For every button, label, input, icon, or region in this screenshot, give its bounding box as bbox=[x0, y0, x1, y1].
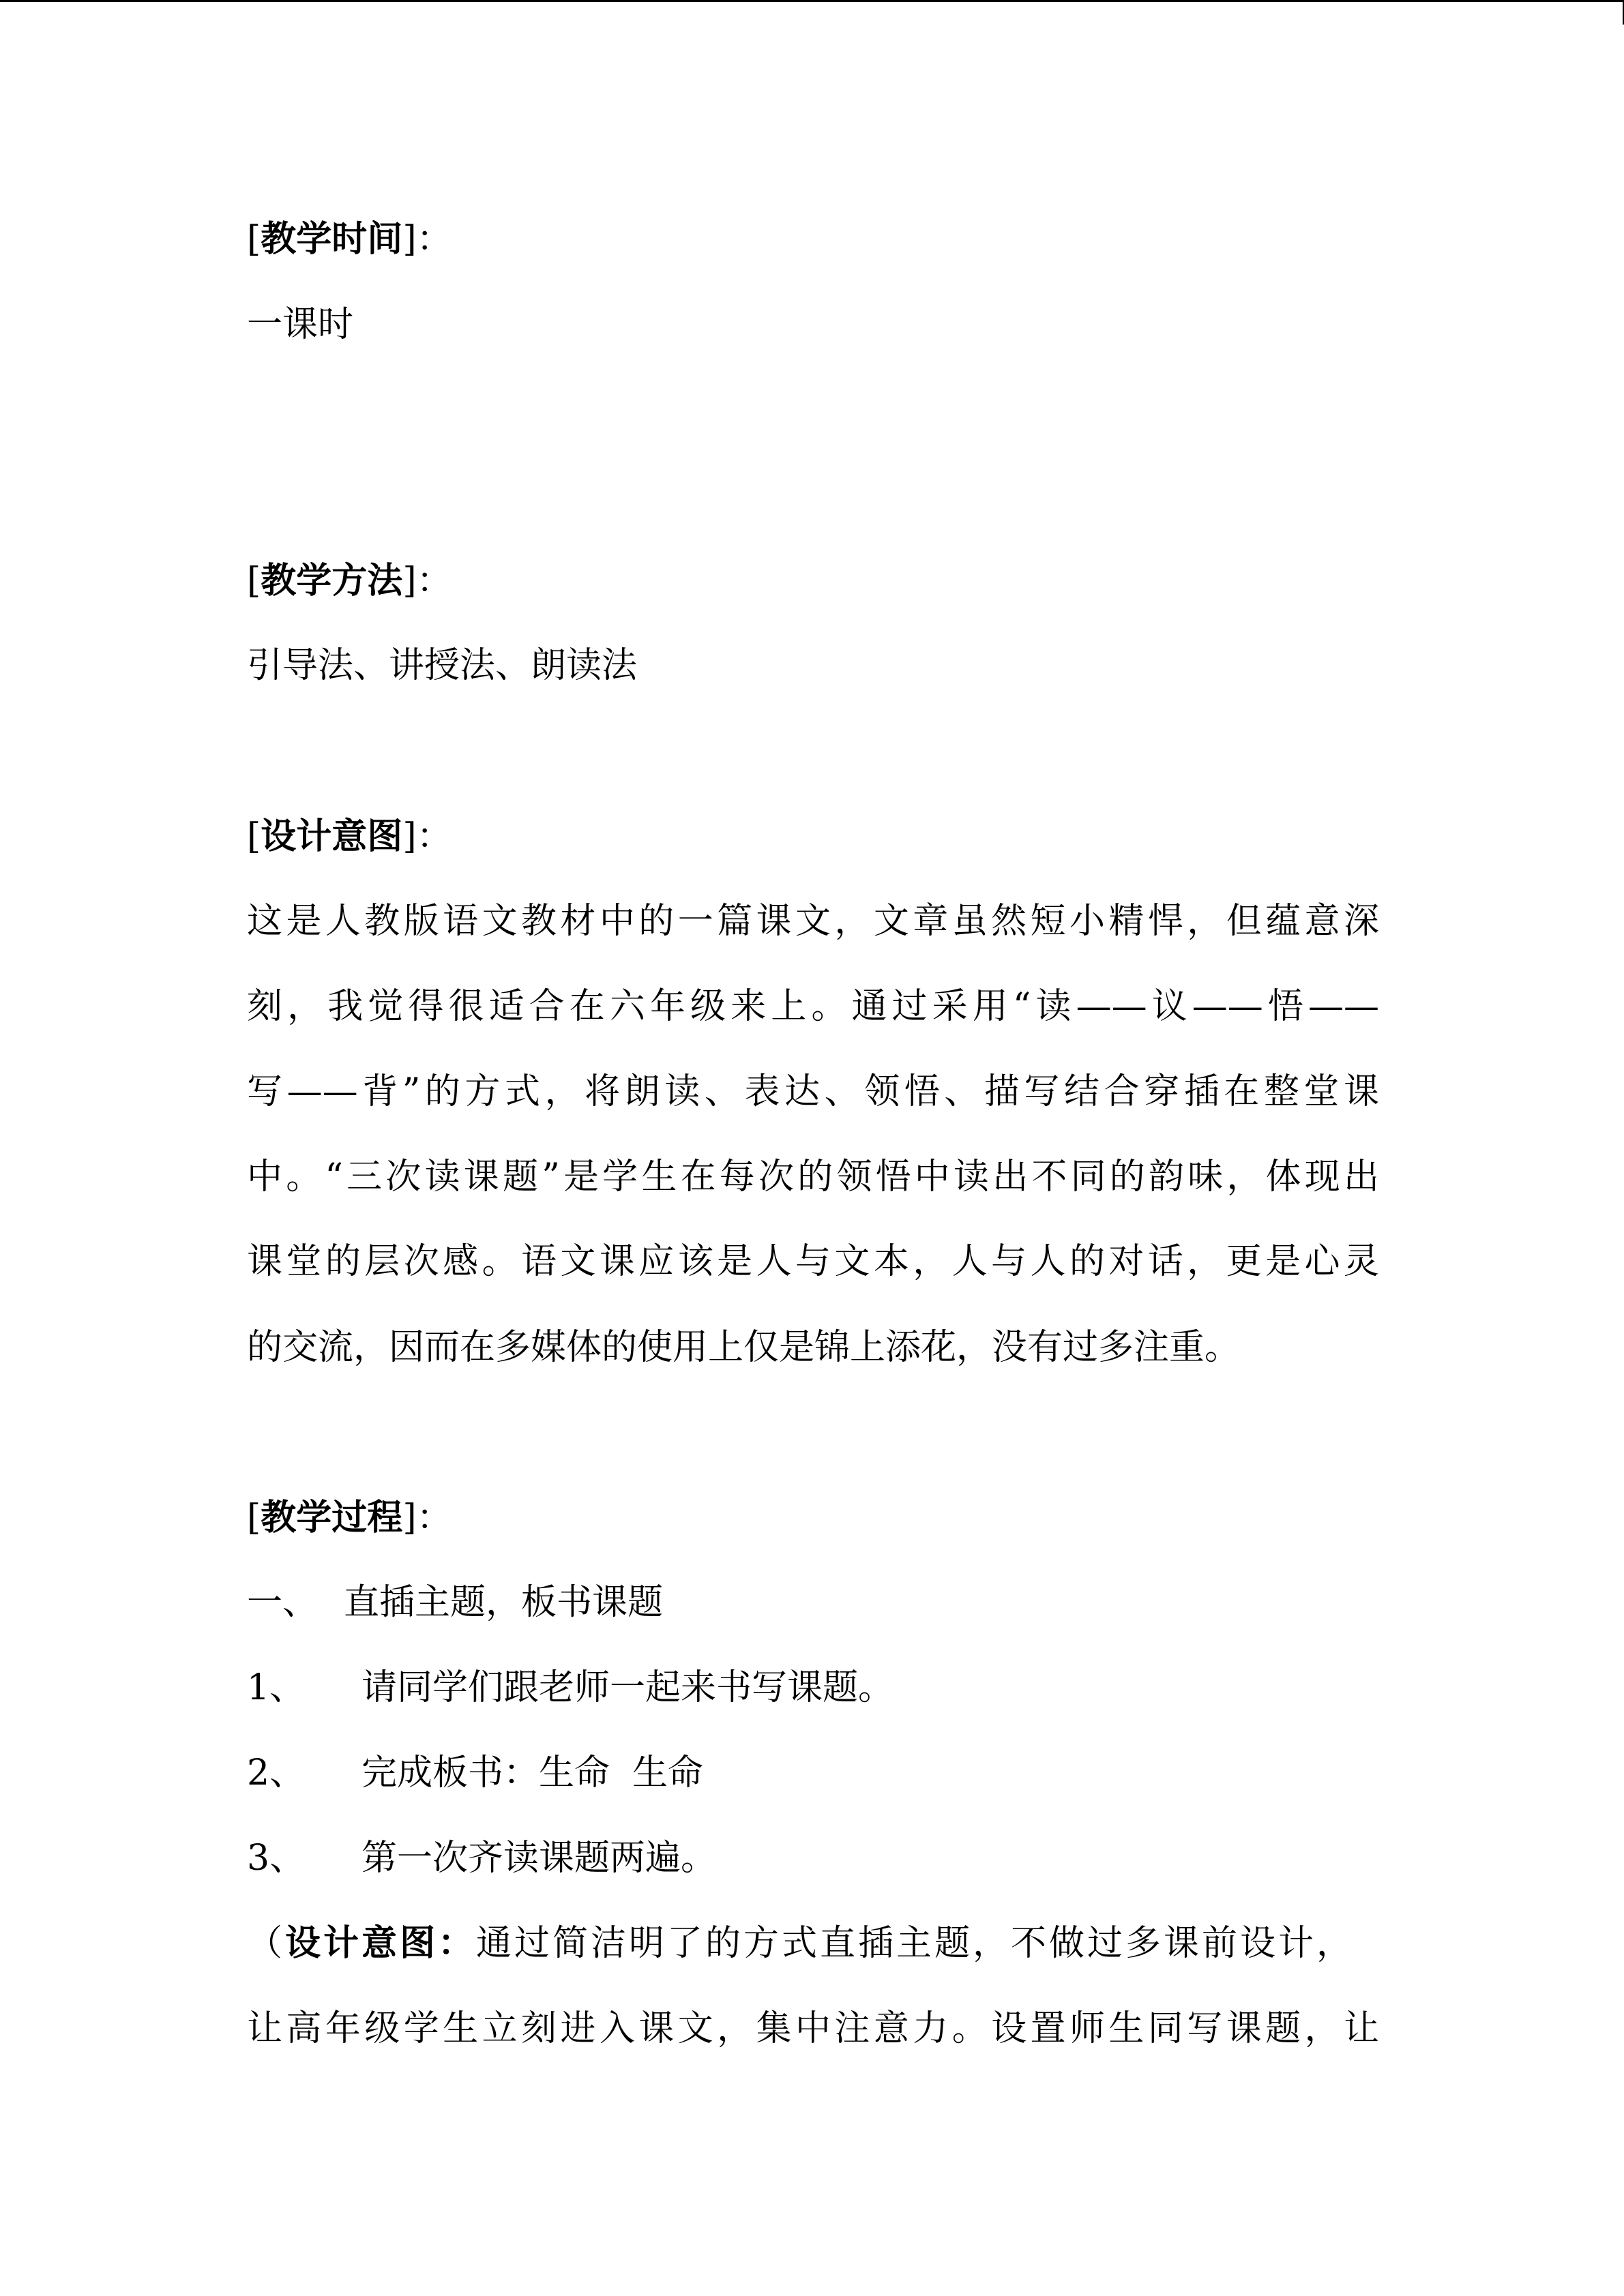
heading-bracket-close: ] bbox=[402, 1497, 417, 1538]
heading-bracket-close: ] bbox=[402, 561, 417, 601]
heading-bracket-open: [ bbox=[247, 1497, 261, 1538]
paragraph-line: 课堂的层次感。语文课应该是人与文本，人与人的对话，更是心灵 bbox=[247, 1241, 1379, 1282]
heading-colon: ： bbox=[416, 816, 452, 857]
heading-bracket-open: [ bbox=[247, 561, 261, 601]
page-top-border bbox=[0, 0, 1624, 2]
list-item-text: 请同学们跟老师一起来书写课题。 bbox=[361, 1667, 894, 1708]
design-note-label: 设计意图： bbox=[285, 1922, 476, 1964]
section-heading-process bbox=[247, 1497, 452, 1538]
section-heading-method bbox=[247, 561, 452, 601]
list-item-number: 2、 bbox=[247, 1753, 306, 1793]
section-content-method: 引导法、讲授法、朗读法 bbox=[247, 645, 638, 686]
heading-title: 教学过程 bbox=[261, 1497, 403, 1538]
design-note-paren: （ bbox=[247, 1923, 285, 1964]
paragraph-line: 这是人教版语文教材中的一篇课文，文章虽然短小精悍，但蕴意深 bbox=[247, 901, 1379, 942]
list-item-number: 1、 bbox=[247, 1667, 306, 1708]
heading-bracket-open: [ bbox=[247, 816, 261, 857]
paragraph-line: 写——背”的方式，将朗读、表达、领悟、描写结合穿插在整堂课 bbox=[247, 1071, 1379, 1112]
section-heading-intent bbox=[247, 816, 452, 857]
step-text: 直插主题，板书课题 bbox=[344, 1582, 664, 1623]
list-item-number: 3、 bbox=[247, 1838, 306, 1879]
list-item bbox=[247, 1667, 894, 1708]
process-step-1 bbox=[247, 1582, 663, 1623]
paragraph-line: 刻，我觉得很适合在六年级来上。通过采用“读——议——悟—— bbox=[247, 986, 1379, 1027]
design-note-text: 通过简洁明了的方式直插主题，不做过多课前设计， bbox=[476, 1923, 1352, 1964]
list-item-text: 完成板书：生命 生命 bbox=[361, 1753, 704, 1793]
paragraph-line: 中。“三次读课题”是学生在每次的领悟中读出不同的韵味，体现出 bbox=[247, 1157, 1379, 1197]
heading-bracket-open: [ bbox=[247, 219, 261, 260]
design-note-line-2: 让高年级学生立刻进入课文，集中注意力。设置师生同写课题，让 bbox=[247, 2008, 1379, 2049]
heading-bracket-close: ] bbox=[402, 219, 417, 260]
heading-colon: ： bbox=[416, 219, 452, 260]
heading-colon: ： bbox=[416, 561, 452, 601]
heading-title: 教学方法 bbox=[261, 560, 403, 601]
heading-title: 设计意图 bbox=[261, 816, 403, 857]
list-item bbox=[247, 1838, 716, 1879]
heading-title: 教学时间 bbox=[261, 218, 403, 260]
heading-colon: ： bbox=[416, 1497, 452, 1538]
paragraph-line: 的交流，因而在多媒体的使用上仅是锦上添花，没有过多注重。 bbox=[247, 1327, 1241, 1368]
step-number: 一、 bbox=[247, 1582, 319, 1623]
section-heading-time bbox=[247, 219, 452, 260]
heading-bracket-close: ] bbox=[402, 816, 417, 857]
design-note-line-1 bbox=[247, 1923, 1352, 1964]
list-item-text: 第一次齐读课题两遍。 bbox=[361, 1838, 717, 1879]
section-content-time: 一课时 bbox=[247, 304, 354, 345]
list-item bbox=[247, 1753, 703, 1793]
